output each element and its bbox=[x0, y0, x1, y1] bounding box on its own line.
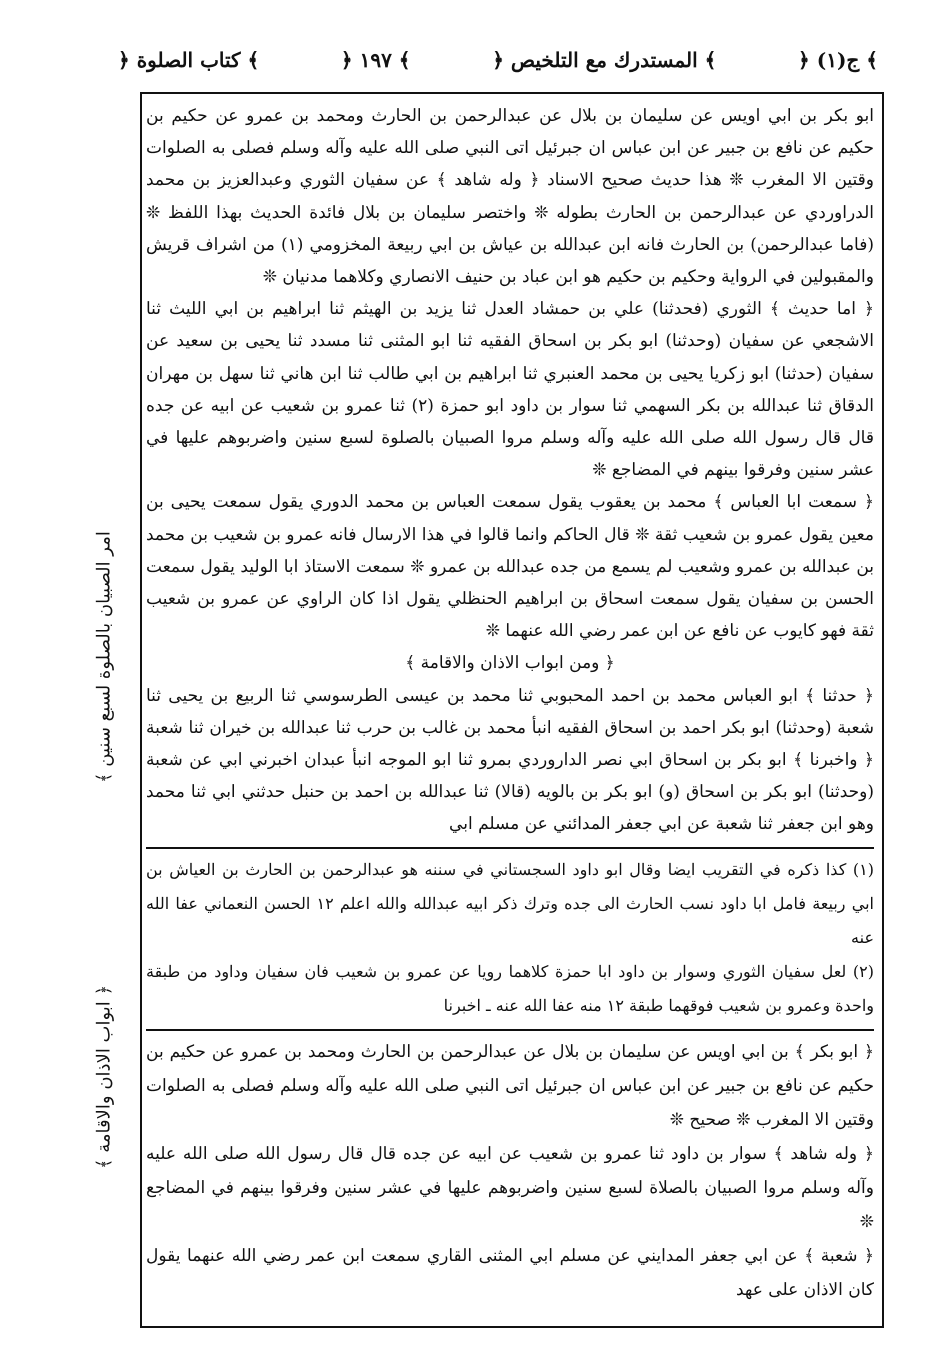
talkhis-summary bbox=[146, 1035, 874, 1307]
footnotes bbox=[146, 853, 874, 1023]
chapter-title: ﴿ كتاب الصلوة ﴾ bbox=[118, 48, 260, 72]
section-heading: ﴿ ومن ابواب الاذان والاقامة ﴾ bbox=[405, 653, 615, 674]
summary-paragraph: ﴿ شعبة ﴾ عن ابي جعفر المدايني عن مسلم ابي المثنى القاري سمعت ابن عمر رضي الله عنهما يقول كان الاذان على عهد bbox=[146, 1245, 874, 1300]
main-body bbox=[146, 100, 874, 1307]
volume-label: ﴿ ج(١) ﴾ bbox=[798, 48, 878, 72]
book-title: ﴿ المستدرك مع التلخيص ﴾ bbox=[492, 48, 717, 72]
page-number: ﴿ ١٩٧ ﴾ bbox=[340, 48, 411, 72]
footnote: (١) كذا ذكره في التقريب ايضا وقال ابو داود السجستاني في سننه هو عبدالرحمن بن الحارث بن العياش بن ابي ربيعة فامل ابا داود نسب الحارث الى جده وترك ذكر ابيه عبدالله والله اعلم ١٢ الحسن النعماني عفا الله عنه bbox=[146, 859, 874, 947]
summary-divider bbox=[146, 1029, 874, 1031]
page-header bbox=[118, 28, 878, 92]
summary-paragraph: ﴿ وله شاهد ﴾ سوار بن داود ثنا عمرو بن شعيب عن ابيه عن جده قال قال رسول الله صلى الله عليه وآله وسلم مروا الصبيان بالصلاة لسبع سنين واضربوهم عليها في عشر سنين وفرقوا بينهم في المضاجع ❊ bbox=[146, 1143, 874, 1232]
footnote-divider bbox=[146, 847, 874, 849]
footnote: (٢) لعل سفيان الثوري وسوار بن داود ابا حمزة كلاهما رويا عن عمرو بن شعيب فان سفيان وداود من طبقة واحدة وعمرو بن شعيب فوقهما طبقة ١٢ منه عفا الله عنه ـ اخبرنا bbox=[146, 961, 874, 1015]
margin-note: ﴿ ابواب الاذان والاقامة ﴾ bbox=[93, 984, 115, 1169]
main-paragraph: ﴿ اما حديث ﴾ الثوري (فحدثنا) علي بن حمشاد العدل ثنا يزيد بن الهيثم ثنا ابراهيم بن ابي الليث ثنا الاشجعي عن سفيان (وحدثنا) ابو بكر بن اسحاق الفقيه ثنا ابو المثنى ثنا مسدد ثنا يحيى بن سعيد عن سفيان (حدثنا) ابو زكريا يحيى بن محمد العنبري ثنا ابراهيم بن ابي طالب ثنا ابن هاني ثنا سهل بن مهران الدقاق ثنا عبدالله بن بكر السهمي ثنا سوار بن داود ابو حمزة (٢) ثنا عمرو بن شعيب عن ابيه عن جده قال قال رسول الله صلى الله عليه وآله وسلم مروا الصبيان بالصلوة لسبع سنين واضربوهم عليها في عشر سنين وفرقوا بينهم في المضاجع ❊ bbox=[146, 299, 874, 481]
margin-notes bbox=[84, 430, 124, 1270]
margin-note: امر الصبيان بالصلوة لسبع سنين ﴾ bbox=[93, 531, 115, 783]
summary-paragraph: ﴿ ابو بكر ﴾ بن ابي اويس عن سليمان بن بلال عن عبدالرحمن بن الحارث ومحمد بن عمرو عن حكيم بن حكيم عن نافع بن جبير عن ابن عباس ان جبرئيل اتى النبي صلى الله عليه وآله وسلم فصلى به الصلوات وقتين الا المغرب ❊ صحيح ❊ bbox=[146, 1041, 874, 1130]
main-paragraph: ﴿ سمعت ابا العباس ﴾ محمد بن يعقوب يقول سمعت العباس بن محمد الدوري يقول سمعت يحيى بن معين يقول عمرو بن شعيب ثقة ❊ قال الحاكم وانما قالوا في هذا الارسال فانه عمرو بن شعيب بن محمد بن عبدالله بن عمرو وشعيب لم يسمع من جده عبدالله بن عمرو ❊ سمعت الاستاذ ابا الوليد يقول سمعت الحسن بن سفيان يقول سمعت اسحاق بن ابراهيم الحنظلي يقول اذا كان الراوي عن عمرو بن شعيب ثقة فهو كايوب عن نافع عن ابن عمر رضي الله عنهما ❊ bbox=[146, 492, 874, 642]
main-paragraph: ابو بكر بن ابي اويس عن سليمان بن بلال عن عبدالرحمن بن الحارث ومحمد بن عمرو عن حكيم بن حكيم عن نافع بن جبير عن ابن عباس ان جبرئيل اتى النبي صلى الله عليه وآله وسلم فصلى به الصلوات وقتين الا المغرب ❊ هذا حديث صحيح الاسناد ﴿ وله شاهد ﴾ عن سفيان الثوري وعبدالعزيز بن محمد الدراوردي عن عبدالرحمن بن الحارث بطوله ❊ واختصر سليمان بن بلال فائدة الحديث بهذا اللفظ ❊ (فاما عبدالرحمن) بن الحارث فانه ابن عبدالله بن عياش بن ابي ربيعة المخزومي (١) من اشراف قريش والمقبولين في الرواية وحكيم بن حكيم هو ابن عباد بن حنيف الانصاري وكلاهما مدنيان ❊ bbox=[146, 106, 874, 288]
main-paragraph: ﴿ حدثنا ﴾ ابو العباس محمد بن احمد المحبوبي ثنا محمد بن عيسى الطرسوسي ثنا الربيع بن يحيى ثنا شعبة (وحدثنا) ابو بكر احمد بن اسحاق الفقيه انبأ محمد بن غالب بن حرب ثنا عبدالله بن خيران ثنا شعبة ﴿ واخبرنا ﴾ ابو بكر بن اسحاق ابي نصر الداروردي بمرو ثنا ابو الموجه انبأ عبدان اخبرني ابي عن شعبة (وحدثنا) ابو بكر بن اسحاق (و) ابو بكر بن بالويه (قالا) ثنا عبدالله بن احمد بن حنبل حدثني ابي ثنا محمد وهو ابن جعفر ثنا شعبة عن ابي جعفر المدائني عن مسلم ابي bbox=[146, 685, 874, 835]
